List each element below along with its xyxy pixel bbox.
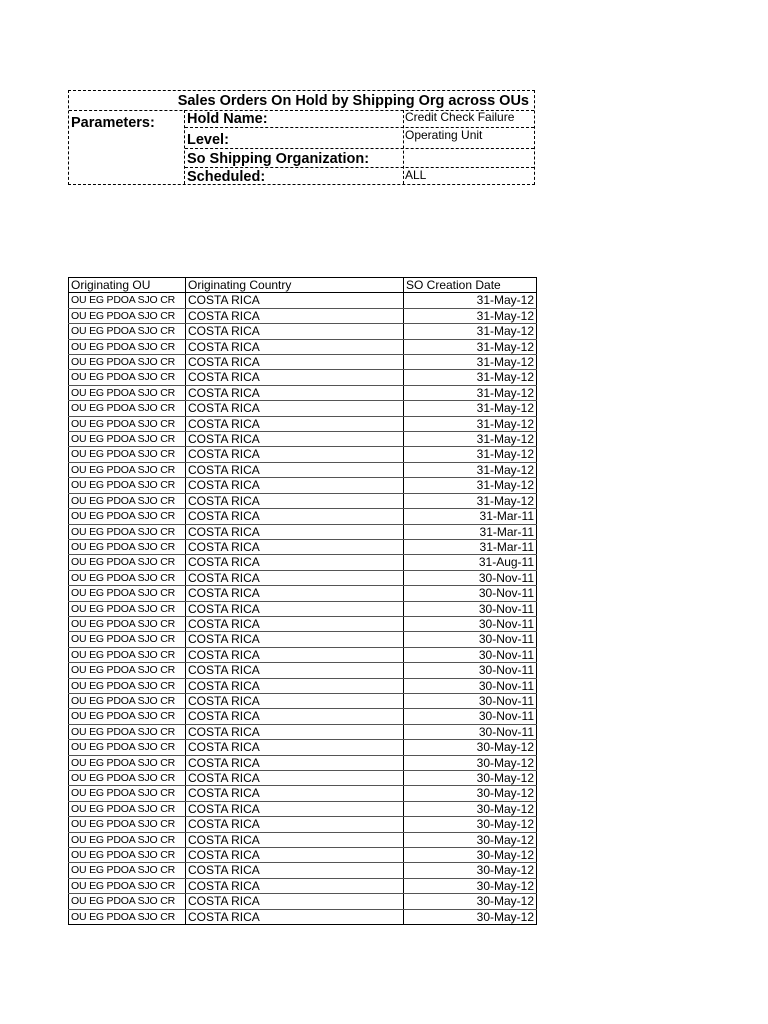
table-row <box>69 909 537 924</box>
parameter-row-level <box>185 128 534 149</box>
originating-ou-cell: OU EG PDOA SJO CR <box>69 416 186 431</box>
originating-ou-cell: OU EG PDOA SJO CR <box>69 539 186 554</box>
parameters-label: Parameters: <box>71 115 155 131</box>
so-creation-date-cell: 30-Nov-11 <box>404 570 537 585</box>
originating-ou-cell: OU EG PDOA SJO CR <box>69 817 186 832</box>
originating-ou-cell: OU EG PDOA SJO CR <box>69 755 186 770</box>
originating-ou-cell: OU EG PDOA SJO CR <box>69 432 186 447</box>
originating-country-cell: COSTA RICA <box>186 555 404 570</box>
originating-country-cell: COSTA RICA <box>186 663 404 678</box>
table-row <box>69 647 537 662</box>
originating-ou-cell: OU EG PDOA SJO CR <box>69 555 186 570</box>
parameter-name: Scheduled: <box>187 169 266 185</box>
column-header-originating-country: Originating Country <box>186 278 404 293</box>
so-creation-date-cell: 31-May-12 <box>404 370 537 385</box>
originating-country-cell: COSTA RICA <box>186 678 404 693</box>
table-row <box>69 863 537 878</box>
so-creation-date-cell: 30-May-12 <box>404 848 537 863</box>
table-row <box>69 355 537 370</box>
originating-country-cell: COSTA RICA <box>186 878 404 893</box>
so-creation-date-cell: 30-Nov-11 <box>404 647 537 662</box>
table-row <box>69 755 537 770</box>
originating-ou-cell: OU EG PDOA SJO CR <box>69 647 186 662</box>
originating-country-cell: COSTA RICA <box>186 416 404 431</box>
originating-ou-cell: OU EG PDOA SJO CR <box>69 678 186 693</box>
so-creation-date-cell: 31-May-12 <box>404 478 537 493</box>
so-creation-date-cell: 31-May-12 <box>404 447 537 462</box>
originating-country-cell: COSTA RICA <box>186 324 404 339</box>
so-creation-date-cell: 30-May-12 <box>404 909 537 924</box>
so-creation-date-cell: 30-May-12 <box>404 801 537 816</box>
table-header-row <box>69 278 537 293</box>
originating-ou-cell: OU EG PDOA SJO CR <box>69 586 186 601</box>
so-creation-date-cell: 30-Nov-11 <box>404 724 537 739</box>
originating-country-cell: COSTA RICA <box>186 447 404 462</box>
parameter-value: Credit Check Failure <box>405 110 515 124</box>
originating-country-cell: COSTA RICA <box>186 570 404 585</box>
table-row <box>69 663 537 678</box>
table-row <box>69 385 537 400</box>
table-row <box>69 339 537 354</box>
table-row <box>69 801 537 816</box>
so-creation-date-cell: 30-May-12 <box>404 863 537 878</box>
table-row <box>69 786 537 801</box>
originating-country-cell: COSTA RICA <box>186 478 404 493</box>
so-creation-date-cell: 31-May-12 <box>404 324 537 339</box>
so-creation-date-cell: 31-Mar-11 <box>404 539 537 554</box>
originating-ou-cell: OU EG PDOA SJO CR <box>69 801 186 816</box>
originating-country-cell: COSTA RICA <box>186 293 404 308</box>
so-creation-date-cell: 30-Nov-11 <box>404 632 537 647</box>
so-creation-date-cell: 30-May-12 <box>404 771 537 786</box>
originating-ou-cell: OU EG PDOA SJO CR <box>69 693 186 708</box>
table-row <box>69 601 537 616</box>
so-creation-date-cell: 31-May-12 <box>404 355 537 370</box>
originating-ou-cell: OU EG PDOA SJO CR <box>69 478 186 493</box>
table-row <box>69 709 537 724</box>
originating-country-cell: COSTA RICA <box>186 709 404 724</box>
originating-country-cell: COSTA RICA <box>186 755 404 770</box>
table-row <box>69 848 537 863</box>
table-row <box>69 740 537 755</box>
originating-ou-cell: OU EG PDOA SJO CR <box>69 663 186 678</box>
originating-country-cell: COSTA RICA <box>186 894 404 909</box>
table-row <box>69 878 537 893</box>
so-creation-date-cell: 30-May-12 <box>404 894 537 909</box>
originating-ou-cell: OU EG PDOA SJO CR <box>69 324 186 339</box>
originating-ou-cell: OU EG PDOA SJO CR <box>69 370 186 385</box>
parameter-value: Operating Unit <box>405 128 483 142</box>
table-row <box>69 817 537 832</box>
table-row <box>69 401 537 416</box>
table-row <box>69 416 537 431</box>
originating-ou-cell: OU EG PDOA SJO CR <box>69 740 186 755</box>
so-creation-date-cell: 31-May-12 <box>404 293 537 308</box>
originating-ou-cell: OU EG PDOA SJO CR <box>69 339 186 354</box>
parameter-name: Level: <box>187 132 229 148</box>
table-row <box>69 324 537 339</box>
table-row <box>69 678 537 693</box>
table-row <box>69 293 537 308</box>
originating-country-cell: COSTA RICA <box>186 786 404 801</box>
parameter-row-scheduled <box>185 168 534 184</box>
table-row <box>69 447 537 462</box>
originating-country-cell: COSTA RICA <box>186 462 404 477</box>
originating-ou-cell: OU EG PDOA SJO CR <box>69 709 186 724</box>
originating-ou-cell: OU EG PDOA SJO CR <box>69 493 186 508</box>
so-creation-date-cell: 31-May-12 <box>404 339 537 354</box>
originating-ou-cell: OU EG PDOA SJO CR <box>69 878 186 893</box>
sales-orders-table <box>68 277 537 925</box>
originating-country-cell: COSTA RICA <box>186 832 404 847</box>
originating-ou-cell: OU EG PDOA SJO CR <box>69 616 186 631</box>
so-creation-date-cell: 30-Nov-11 <box>404 693 537 708</box>
originating-ou-cell: OU EG PDOA SJO CR <box>69 447 186 462</box>
table-row <box>69 632 537 647</box>
originating-country-cell: COSTA RICA <box>186 693 404 708</box>
so-creation-date-cell: 31-Aug-11 <box>404 555 537 570</box>
originating-country-cell: COSTA RICA <box>186 385 404 400</box>
originating-country-cell: COSTA RICA <box>186 616 404 631</box>
originating-ou-cell: OU EG PDOA SJO CR <box>69 771 186 786</box>
originating-country-cell: COSTA RICA <box>186 509 404 524</box>
so-creation-date-cell: 30-Nov-11 <box>404 616 537 631</box>
table-row <box>69 462 537 477</box>
originating-ou-cell: OU EG PDOA SJO CR <box>69 355 186 370</box>
originating-ou-cell: OU EG PDOA SJO CR <box>69 863 186 878</box>
so-creation-date-cell: 31-May-12 <box>404 308 537 323</box>
originating-country-cell: COSTA RICA <box>186 909 404 924</box>
originating-country-cell: COSTA RICA <box>186 801 404 816</box>
so-creation-date-cell: 31-Mar-11 <box>404 509 537 524</box>
parameter-name: So Shipping Organization: <box>187 151 370 167</box>
parameter-row-shipping-org <box>185 149 534 168</box>
originating-country-cell: COSTA RICA <box>186 401 404 416</box>
originating-ou-cell: OU EG PDOA SJO CR <box>69 832 186 847</box>
originating-country-cell: COSTA RICA <box>186 724 404 739</box>
table-row <box>69 555 537 570</box>
table-row <box>69 832 537 847</box>
so-creation-date-cell: 30-Nov-11 <box>404 663 537 678</box>
table-body <box>69 293 537 925</box>
table-row <box>69 493 537 508</box>
originating-country-cell: COSTA RICA <box>186 601 404 616</box>
originating-ou-cell: OU EG PDOA SJO CR <box>69 509 186 524</box>
so-creation-date-cell: 31-May-12 <box>404 416 537 431</box>
originating-ou-cell: OU EG PDOA SJO CR <box>69 909 186 924</box>
table-row <box>69 771 537 786</box>
so-creation-date-cell: 30-Nov-11 <box>404 709 537 724</box>
so-creation-date-cell: 31-May-12 <box>404 401 537 416</box>
originating-ou-cell: OU EG PDOA SJO CR <box>69 848 186 863</box>
table-row <box>69 570 537 585</box>
originating-country-cell: COSTA RICA <box>186 339 404 354</box>
table-row <box>69 370 537 385</box>
originating-ou-cell: OU EG PDOA SJO CR <box>69 308 186 323</box>
originating-ou-cell: OU EG PDOA SJO CR <box>69 570 186 585</box>
table-row <box>69 724 537 739</box>
originating-ou-cell: OU EG PDOA SJO CR <box>69 601 186 616</box>
originating-country-cell: COSTA RICA <box>186 432 404 447</box>
originating-ou-cell: OU EG PDOA SJO CR <box>69 894 186 909</box>
table-row <box>69 308 537 323</box>
table-row <box>69 524 537 539</box>
table-row <box>69 586 537 601</box>
so-creation-date-cell: 30-May-12 <box>404 786 537 801</box>
so-creation-date-cell: 31-May-12 <box>404 432 537 447</box>
originating-ou-cell: OU EG PDOA SJO CR <box>69 632 186 647</box>
originating-country-cell: COSTA RICA <box>186 524 404 539</box>
so-creation-date-cell: 31-May-12 <box>404 493 537 508</box>
table-row <box>69 693 537 708</box>
originating-country-cell: COSTA RICA <box>186 632 404 647</box>
column-header-originating-ou: Originating OU <box>69 278 186 293</box>
so-creation-date-cell: 30-May-12 <box>404 740 537 755</box>
so-creation-date-cell: 31-May-12 <box>404 385 537 400</box>
parameter-row-hold-name <box>185 110 534 128</box>
originating-country-cell: COSTA RICA <box>186 647 404 662</box>
so-creation-date-cell: 31-May-12 <box>404 462 537 477</box>
originating-country-cell: COSTA RICA <box>186 370 404 385</box>
so-creation-date-cell: 30-May-12 <box>404 755 537 770</box>
originating-ou-cell: OU EG PDOA SJO CR <box>69 293 186 308</box>
table-row <box>69 432 537 447</box>
so-creation-date-cell: 30-May-12 <box>404 878 537 893</box>
originating-ou-cell: OU EG PDOA SJO CR <box>69 786 186 801</box>
so-creation-date-cell: 30-May-12 <box>404 817 537 832</box>
so-creation-date-cell: 30-Nov-11 <box>404 586 537 601</box>
report-title: Sales Orders On Hold by Shipping Org across OUs <box>69 91 534 111</box>
originating-ou-cell: OU EG PDOA SJO CR <box>69 385 186 400</box>
originating-ou-cell: OU EG PDOA SJO CR <box>69 401 186 416</box>
originating-country-cell: COSTA RICA <box>186 771 404 786</box>
originating-country-cell: COSTA RICA <box>186 539 404 554</box>
originating-country-cell: COSTA RICA <box>186 817 404 832</box>
originating-country-cell: COSTA RICA <box>186 740 404 755</box>
originating-country-cell: COSTA RICA <box>186 355 404 370</box>
originating-country-cell: COSTA RICA <box>186 848 404 863</box>
so-creation-date-cell: 30-Nov-11 <box>404 601 537 616</box>
originating-ou-cell: OU EG PDOA SJO CR <box>69 462 186 477</box>
originating-country-cell: COSTA RICA <box>186 586 404 601</box>
originating-ou-cell: OU EG PDOA SJO CR <box>69 724 186 739</box>
column-header-so-creation-date: SO Creation Date <box>404 278 537 293</box>
parameter-name: Hold Name: <box>187 111 268 127</box>
table-row <box>69 478 537 493</box>
so-creation-date-cell: 30-Nov-11 <box>404 678 537 693</box>
parameter-value: ALL <box>405 168 427 182</box>
so-creation-date-cell: 30-May-12 <box>404 832 537 847</box>
report-parameters-panel <box>68 90 535 185</box>
table-row <box>69 539 537 554</box>
table-row <box>69 894 537 909</box>
table-row <box>69 616 537 631</box>
table-row <box>69 509 537 524</box>
originating-ou-cell: OU EG PDOA SJO CR <box>69 524 186 539</box>
originating-country-cell: COSTA RICA <box>186 493 404 508</box>
originating-country-cell: COSTA RICA <box>186 863 404 878</box>
so-creation-date-cell: 31-Mar-11 <box>404 524 537 539</box>
originating-country-cell: COSTA RICA <box>186 308 404 323</box>
